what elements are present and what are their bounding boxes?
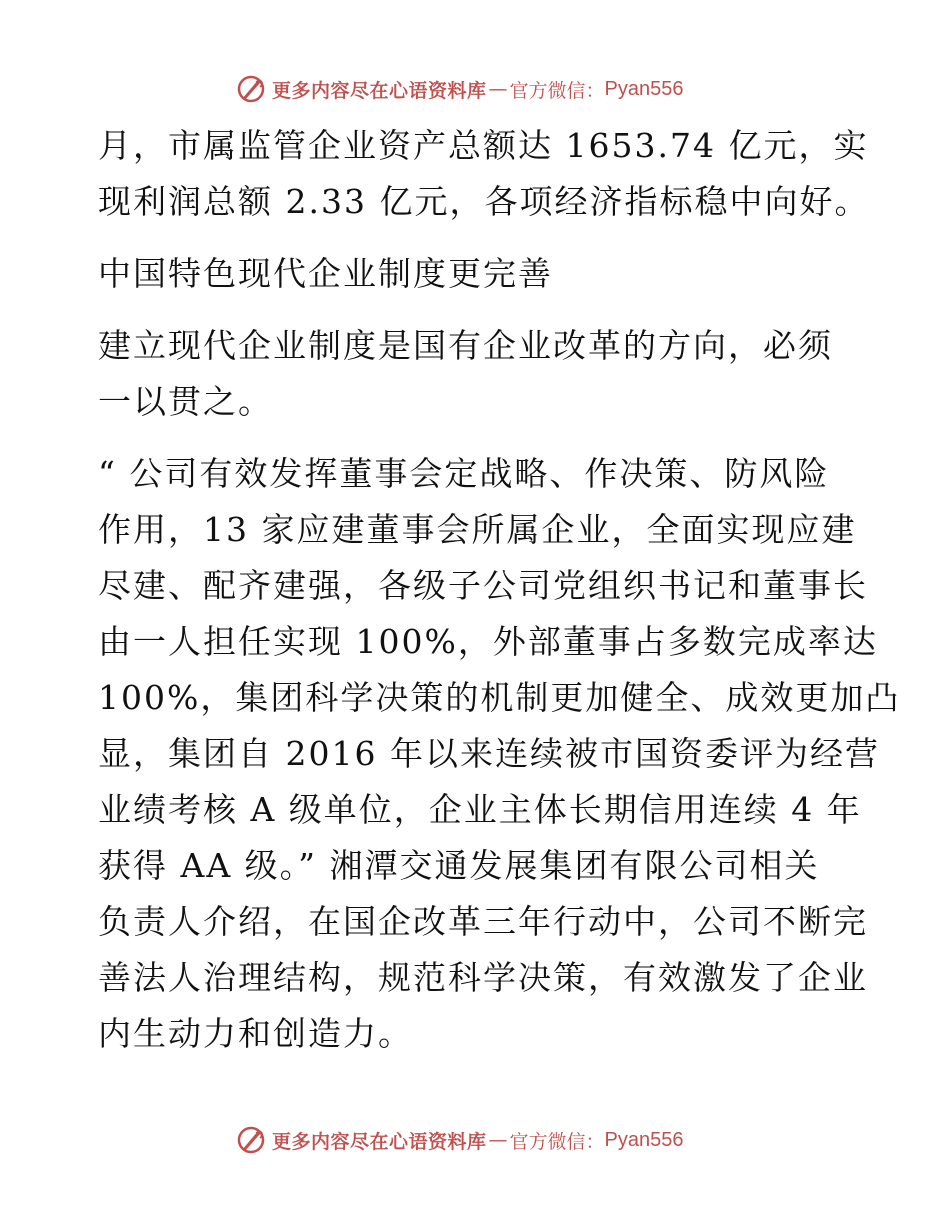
text-line: “ 公司有效发挥董事会定战略、作决策、防风险 xyxy=(98,454,830,493)
banner-text: 更多内容尽在心语资料库 xyxy=(272,79,487,102)
banner-wechat-label: 官方微信： xyxy=(509,79,605,102)
heading-line: 中国特色现代企业制度更完善 xyxy=(98,254,553,293)
text-line: 100%，集团科学决策的机制更加健全、成效更加凸 xyxy=(98,678,901,717)
text-line: 负责人介绍，在国企改革三年行动中，公司不断完 xyxy=(98,902,868,941)
quill-logo-icon xyxy=(236,1125,266,1155)
text-line: 显，集团自 2016 年以来连续被市国资委评为经营 xyxy=(98,734,880,773)
banner-wechat-id: Pyan556 xyxy=(604,1128,684,1151)
text-line: 尽建、配齐建强，各级子公司党组织书记和董事长 xyxy=(98,566,868,605)
text-line: 现利润总额 2.33 亿元，各项经济指标稳中向好。 xyxy=(98,182,870,221)
text-line: 内生动力和创造力。 xyxy=(98,1014,413,1053)
text-line: 获得 AA 级。” 湘潭交通发展集团有限公司相关 xyxy=(98,846,820,885)
header-watermark-banner xyxy=(236,72,684,106)
paragraph xyxy=(98,446,901,1062)
footer-watermark-banner xyxy=(236,1123,684,1157)
banner-separator: — xyxy=(488,1129,508,1151)
text-line: 由一人担任实现 100%，外部董事占多数完成率达 xyxy=(98,622,878,661)
document-body xyxy=(98,118,901,1062)
text-line: 月，市属监管企业资产总额达 1653.74 亿元，实 xyxy=(98,126,869,165)
section-heading xyxy=(98,246,858,302)
paragraph xyxy=(98,118,870,230)
banner-separator: — xyxy=(488,78,508,100)
text-line: 建立现代企业制度是国有企业改革的方向，必须 xyxy=(98,326,833,365)
text-line: 业绩考核 A 级单位，企业主体长期信用连续 4 年 xyxy=(98,790,862,829)
banner-wechat-label: 官方微信： xyxy=(509,1130,605,1153)
banner-wechat-id: Pyan556 xyxy=(604,77,684,100)
banner-text: 更多内容尽在心语资料库 xyxy=(272,1130,487,1153)
text-line: 善法人治理结构，规范科学决策，有效激发了企业 xyxy=(98,958,868,997)
text-line: 作用，13 家应建董事会所属企业，全面实现应建 xyxy=(98,510,857,549)
quill-logo-icon xyxy=(236,74,266,104)
text-line: 一以贯之。 xyxy=(98,382,273,421)
paragraph xyxy=(98,318,858,430)
